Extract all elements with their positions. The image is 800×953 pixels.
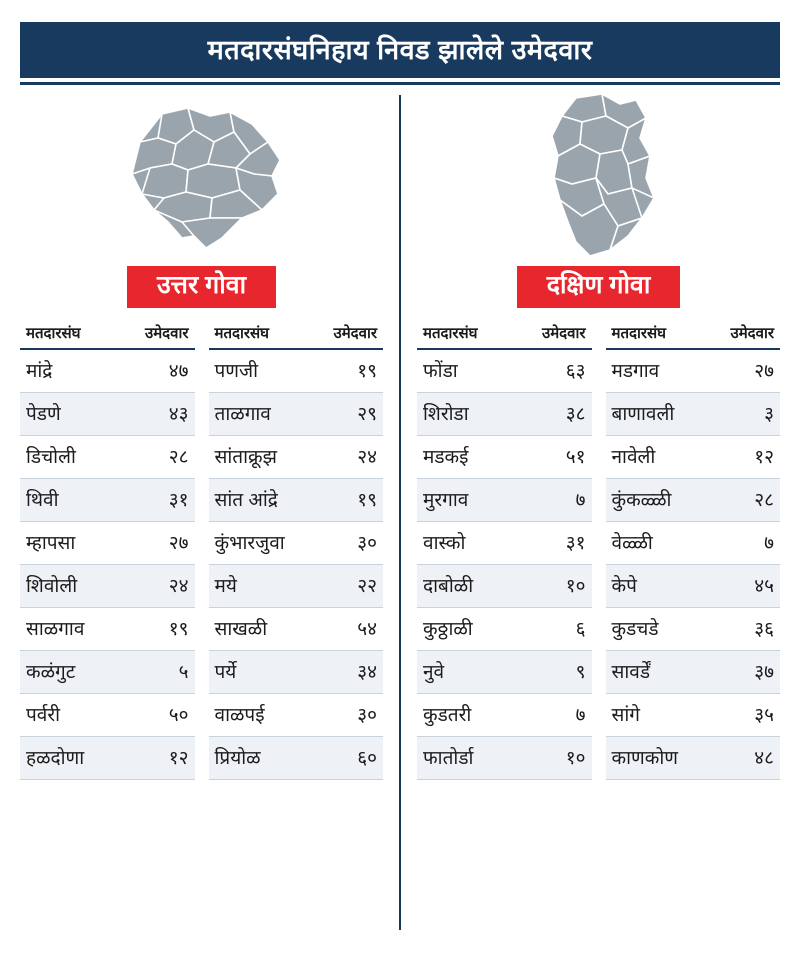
table-row bbox=[20, 650, 195, 693]
table-row bbox=[417, 521, 592, 564]
page-title: मतदारसंघनिहाय निवड झालेले उमेदवार bbox=[207, 34, 593, 65]
cell-constituency: थिवी bbox=[20, 478, 118, 521]
cell-candidate: ३७ bbox=[708, 650, 780, 693]
cell-candidate: ४३ bbox=[118, 392, 195, 435]
cell-constituency: कळंगुट bbox=[20, 650, 118, 693]
cell-candidate: १२ bbox=[708, 435, 780, 478]
table-row bbox=[606, 478, 781, 521]
table-row bbox=[209, 650, 384, 693]
cell-candidate: ५ bbox=[118, 650, 195, 693]
cell-candidate: ३१ bbox=[512, 521, 591, 564]
cell-candidate: ७ bbox=[512, 693, 591, 736]
table bbox=[417, 320, 592, 780]
cell-constituency: शिरोडा bbox=[417, 392, 512, 435]
cell-constituency: मडगाव bbox=[606, 349, 708, 393]
table-row bbox=[20, 349, 195, 393]
table-row bbox=[417, 349, 592, 393]
cell-candidate: ३४ bbox=[313, 650, 383, 693]
panel-north-goa bbox=[20, 95, 397, 930]
cell-candidate: १९ bbox=[313, 349, 383, 393]
table-row bbox=[209, 607, 384, 650]
cell-constituency: हळदोणा bbox=[20, 736, 118, 779]
table bbox=[20, 320, 195, 780]
cell-candidate: २७ bbox=[708, 349, 780, 393]
cell-constituency: पर्वरी bbox=[20, 693, 118, 736]
cell-constituency: सांत आंद्रे bbox=[209, 478, 313, 521]
cell-constituency: मये bbox=[209, 564, 313, 607]
cell-constituency: मांद्रे bbox=[20, 349, 118, 393]
table-row bbox=[20, 478, 195, 521]
cell-candidate: २७ bbox=[118, 521, 195, 564]
table-row bbox=[606, 349, 781, 393]
cell-candidate: ७ bbox=[512, 478, 591, 521]
table-row bbox=[20, 435, 195, 478]
north-table-right bbox=[209, 320, 384, 780]
table-row bbox=[20, 392, 195, 435]
cell-constituency: कुडचडे bbox=[606, 607, 708, 650]
cell-constituency: कुंभारजुवा bbox=[209, 521, 313, 564]
cell-constituency: ताळगाव bbox=[209, 392, 313, 435]
cell-candidate: ६ bbox=[512, 607, 591, 650]
north-tables bbox=[20, 320, 383, 780]
col-constituency: मतदारसंघ bbox=[20, 320, 118, 349]
table bbox=[606, 320, 781, 780]
cell-constituency: पेडणे bbox=[20, 392, 118, 435]
col-constituency: मतदारसंघ bbox=[417, 320, 512, 349]
table-row bbox=[417, 564, 592, 607]
cell-constituency: कुंकळ्ळी bbox=[606, 478, 708, 521]
cell-candidate: ४५ bbox=[708, 564, 780, 607]
table-row bbox=[417, 435, 592, 478]
north-goa-map-shape bbox=[102, 98, 302, 258]
cell-constituency: मडकई bbox=[417, 435, 512, 478]
cell-constituency: साखळी bbox=[209, 607, 313, 650]
cell-constituency: शिवोली bbox=[20, 564, 118, 607]
cell-candidate: ५० bbox=[118, 693, 195, 736]
cell-candidate: १९ bbox=[118, 607, 195, 650]
cell-constituency: सांताक्रूझ bbox=[209, 435, 313, 478]
panels-container bbox=[20, 95, 780, 930]
cell-candidate: ४८ bbox=[708, 736, 780, 779]
panel-divider bbox=[399, 95, 401, 930]
table-row bbox=[417, 650, 592, 693]
table-header-row bbox=[209, 320, 384, 349]
table-row bbox=[417, 693, 592, 736]
table-row bbox=[417, 736, 592, 779]
table-row bbox=[606, 521, 781, 564]
cell-constituency: कुठ्ठाळी bbox=[417, 607, 512, 650]
cell-constituency: बाणावली bbox=[606, 392, 708, 435]
col-candidate: उमेदवार bbox=[313, 320, 383, 349]
table-row bbox=[606, 435, 781, 478]
col-candidate: उमेदवार bbox=[708, 320, 780, 349]
cell-constituency: फोंडा bbox=[417, 349, 512, 393]
cell-constituency: वेळ्ळी bbox=[606, 521, 708, 564]
cell-constituency: दाबोळी bbox=[417, 564, 512, 607]
table-row bbox=[209, 693, 384, 736]
north-table-left bbox=[20, 320, 195, 780]
cell-constituency: मुरगाव bbox=[417, 478, 512, 521]
table-header-row bbox=[606, 320, 781, 349]
cell-constituency: काणकोण bbox=[606, 736, 708, 779]
cell-candidate: ४७ bbox=[118, 349, 195, 393]
table-row bbox=[20, 736, 195, 779]
table-row bbox=[606, 607, 781, 650]
table-row bbox=[417, 478, 592, 521]
cell-constituency: डिचोली bbox=[20, 435, 118, 478]
cell-candidate: १९ bbox=[313, 478, 383, 521]
table-header-row bbox=[20, 320, 195, 349]
north-goa-map bbox=[20, 95, 383, 260]
cell-candidate: ३८ bbox=[512, 392, 591, 435]
table-row bbox=[209, 736, 384, 779]
cell-candidate: ३० bbox=[313, 521, 383, 564]
cell-candidate: ५१ bbox=[512, 435, 591, 478]
south-goa-map-shape bbox=[524, 90, 674, 265]
cell-candidate: ३६ bbox=[708, 607, 780, 650]
table-row bbox=[209, 564, 384, 607]
cell-constituency: प्रियोळ bbox=[209, 736, 313, 779]
cell-candidate: २२ bbox=[313, 564, 383, 607]
col-candidate: उमेदवार bbox=[118, 320, 195, 349]
table-row bbox=[20, 521, 195, 564]
cell-constituency: सावर्डें bbox=[606, 650, 708, 693]
cell-candidate: ३ bbox=[708, 392, 780, 435]
table-row bbox=[20, 564, 195, 607]
cell-candidate: २८ bbox=[118, 435, 195, 478]
south-goa-map bbox=[417, 95, 780, 260]
cell-candidate: ९ bbox=[512, 650, 591, 693]
col-candidate: उमेदवार bbox=[512, 320, 591, 349]
table-row bbox=[209, 478, 384, 521]
cell-candidate: २८ bbox=[708, 478, 780, 521]
cell-candidate: ३० bbox=[313, 693, 383, 736]
cell-constituency: पणजी bbox=[209, 349, 313, 393]
table-row bbox=[209, 521, 384, 564]
cell-constituency: कुडतरी bbox=[417, 693, 512, 736]
table-row bbox=[417, 607, 592, 650]
south-tables bbox=[417, 320, 780, 780]
table-row bbox=[20, 693, 195, 736]
panel-south-goa bbox=[403, 95, 780, 930]
header-banner bbox=[20, 22, 780, 78]
table-row bbox=[20, 607, 195, 650]
cell-constituency: नावेली bbox=[606, 435, 708, 478]
cell-candidate: ६० bbox=[313, 736, 383, 779]
cell-constituency: म्हापसा bbox=[20, 521, 118, 564]
cell-constituency: केपे bbox=[606, 564, 708, 607]
cell-constituency: सांगे bbox=[606, 693, 708, 736]
table-row bbox=[606, 392, 781, 435]
cell-candidate: ६३ bbox=[512, 349, 591, 393]
cell-candidate: २९ bbox=[313, 392, 383, 435]
cell-constituency: नुवे bbox=[417, 650, 512, 693]
cell-constituency: वास्को bbox=[417, 521, 512, 564]
cell-constituency: पर्ये bbox=[209, 650, 313, 693]
region-label-south: दक्षिण गोवा bbox=[517, 266, 681, 308]
cell-candidate: ३१ bbox=[118, 478, 195, 521]
cell-candidate: ३५ bbox=[708, 693, 780, 736]
cell-candidate: ७ bbox=[708, 521, 780, 564]
cell-candidate: २४ bbox=[118, 564, 195, 607]
table-row bbox=[606, 650, 781, 693]
table-row bbox=[209, 392, 384, 435]
south-table-right bbox=[606, 320, 781, 780]
col-constituency: मतदारसंघ bbox=[606, 320, 708, 349]
cell-candidate: १० bbox=[512, 736, 591, 779]
col-constituency: मतदारसंघ bbox=[209, 320, 313, 349]
region-label-north: उत्तर गोवा bbox=[127, 266, 276, 308]
south-table-left bbox=[417, 320, 592, 780]
table-row bbox=[606, 693, 781, 736]
cell-constituency: फातोर्डा bbox=[417, 736, 512, 779]
table-row bbox=[606, 564, 781, 607]
cell-candidate: २४ bbox=[313, 435, 383, 478]
table bbox=[209, 320, 384, 780]
table-header-row bbox=[417, 320, 592, 349]
cell-constituency: साळगाव bbox=[20, 607, 118, 650]
table-row bbox=[606, 736, 781, 779]
cell-candidate: ५४ bbox=[313, 607, 383, 650]
cell-constituency: वाळपई bbox=[209, 693, 313, 736]
cell-candidate: १२ bbox=[118, 736, 195, 779]
table-row bbox=[209, 349, 384, 393]
header-rule bbox=[20, 82, 780, 85]
table-row bbox=[209, 435, 384, 478]
table-row bbox=[417, 392, 592, 435]
cell-candidate: १० bbox=[512, 564, 591, 607]
